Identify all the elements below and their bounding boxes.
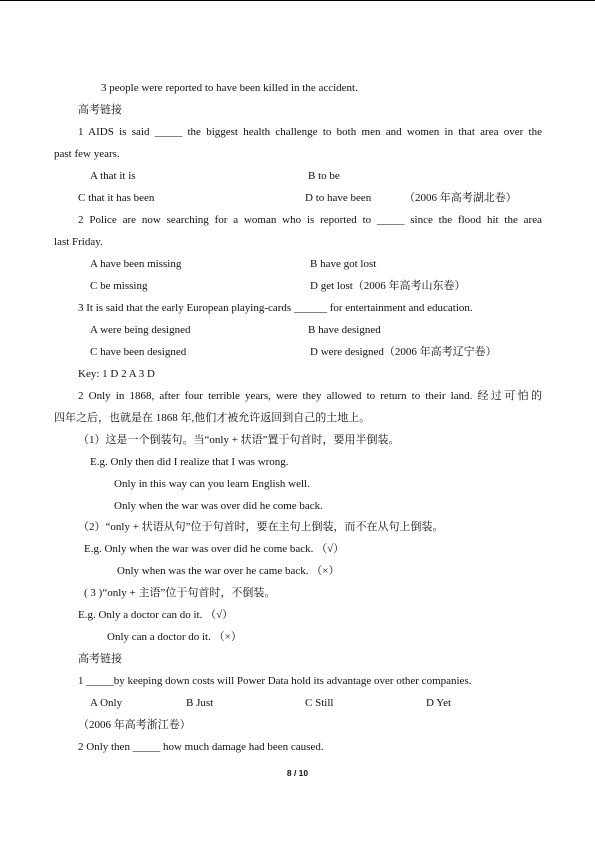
text-line: 四年之后，也就是在 1868 年,他们才被允许返回到自己的土地上。 (54, 412, 371, 424)
section-heading: 高考链接 (78, 653, 122, 665)
header-rule (0, 0, 595, 1)
question: 3 It is said that the early European playing-cards ______ for entertainment and education. (78, 302, 473, 314)
answer-key: Key: 1 D 2 A 3 D (78, 368, 155, 380)
example: Only in this way can you learn English well. (114, 478, 310, 490)
option: D get lost（2006 年高考山东卷） (310, 280, 466, 292)
option: D were designed（2006 年高考辽宁卷） (310, 346, 497, 358)
example: E.g. Only when the war was over did he come back. （√） (84, 543, 345, 555)
option: A that it is (90, 170, 136, 182)
example: Only can a doctor do it. （×） (107, 631, 242, 643)
option: C be missing (90, 280, 148, 292)
text-line: last Friday. (54, 236, 103, 248)
option: B to be (308, 170, 340, 182)
question: 2 Only then _____ how much damage had been caused. (78, 741, 324, 753)
text-line: 2 Only in 1868, after four terrible years, were they allowed to return to their land. 经过可怕的 (78, 390, 542, 402)
question: 1 AIDS is said _____ the biggest health challenge to both men and women in that area over the (78, 126, 542, 138)
source-note: （2006 年高考浙江卷） (78, 719, 191, 731)
option: B have designed (308, 324, 381, 336)
option: A have been missing (90, 258, 182, 270)
source-note: （2006 年高考湖北卷） (404, 192, 517, 204)
text-line: 3 people were reported to have been killed in the accident. (101, 82, 358, 94)
example: E.g. Only then did I realize that I was wrong. (90, 456, 289, 468)
option: C Still (305, 697, 334, 709)
example: Only when the war was over did he come back. (114, 500, 323, 512)
text-line: past few years. (54, 148, 120, 160)
option: B have got lost (310, 258, 377, 270)
option: B Just (186, 697, 214, 709)
example: E.g. Only a doctor can do it. （√） (78, 609, 234, 621)
example: Only when was the war over he came back. （×） (117, 565, 340, 577)
text-line: ( 3 )“only + 主语”位于句首时，不倒装。 (84, 587, 276, 599)
option: A were being designed (90, 324, 191, 336)
question: 1 _____by keeping down costs will Power Data hold its advantage over other companies. (78, 675, 472, 687)
section-heading: 高考链接 (78, 104, 122, 116)
page-number: 8 / 10 (286, 768, 309, 778)
option: C have been designed (90, 346, 187, 358)
option: D Yet (426, 697, 452, 709)
text-line: （1）这是一个倒装句。当“only + 状语”置于句首时，要用半倒装。 (78, 434, 400, 446)
question: 2 Police are now searching for a woman who is reported to _____ since the flood hit the area (78, 214, 542, 226)
option: D to have been (305, 192, 372, 204)
option: C that it has been (78, 192, 155, 204)
option: A Only (90, 697, 123, 709)
text-line: （2）“only + 状语从句”位于句首时，要在主句上倒装，而不在从句上倒装。 (78, 521, 444, 533)
